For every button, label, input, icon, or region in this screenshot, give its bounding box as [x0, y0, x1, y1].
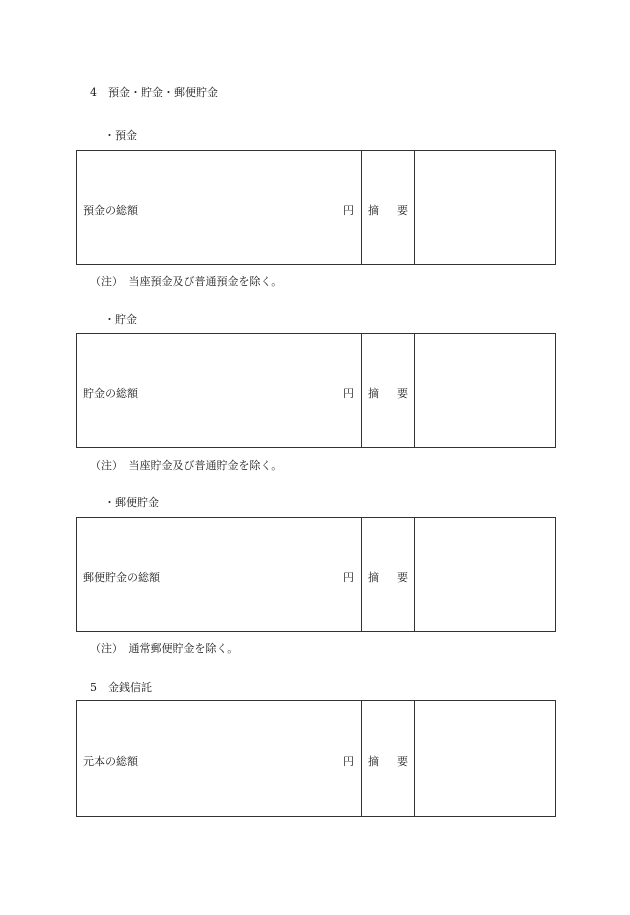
postal-total-cell[interactable]	[77, 518, 362, 631]
savings-summary-char-2: 要	[397, 387, 408, 400]
deposit-summary-label-cell	[362, 151, 415, 264]
deposit-summary-char-2: 要	[397, 204, 408, 217]
trust-unit: 円	[343, 755, 354, 768]
deposit-summary-cell[interactable]	[415, 151, 555, 264]
section-5-heading: 5 金銭信託	[90, 681, 152, 694]
savings-table	[76, 333, 556, 448]
postal-summary-char-2: 要	[397, 571, 408, 584]
postal-note: （注） 通常郵便貯金を除く。	[90, 642, 239, 655]
savings-total-label: 貯金の総額	[83, 387, 138, 400]
savings-summary-cell[interactable]	[415, 334, 555, 447]
postal-total-label: 郵便貯金の総額	[83, 571, 160, 584]
savings-note: （注） 当座貯金及び普通貯金を除く。	[90, 459, 283, 472]
postal-unit: 円	[343, 571, 354, 584]
deposit-total-label: 預金の総額	[83, 204, 138, 217]
postal-summary-label-cell	[362, 518, 415, 631]
trust-summary-cell[interactable]	[415, 701, 555, 816]
deposit-summary-char-1: 摘	[368, 204, 379, 217]
deposit-subheading: ・預金	[104, 129, 137, 142]
trust-total-label: 元本の総額	[83, 755, 138, 768]
savings-total-cell[interactable]	[77, 334, 362, 447]
deposit-unit: 円	[343, 204, 354, 217]
postal-subheading: ・郵便貯金	[104, 496, 159, 509]
savings-summary-char-1: 摘	[368, 387, 379, 400]
trust-summary-label-cell	[362, 701, 415, 816]
trust-table	[76, 700, 556, 817]
trust-summary-char-2: 要	[397, 755, 408, 768]
postal-summary-char-1: 摘	[368, 571, 379, 584]
postal-table	[76, 517, 556, 632]
section-4-heading: 4 預金・貯金・郵便貯金	[90, 86, 218, 99]
savings-summary-label-cell	[362, 334, 415, 447]
deposit-table	[76, 150, 556, 265]
trust-total-cell[interactable]	[77, 701, 362, 816]
deposit-total-cell[interactable]	[77, 151, 362, 264]
savings-subheading: ・貯金	[104, 313, 137, 326]
postal-summary-cell[interactable]	[415, 518, 555, 631]
savings-unit: 円	[343, 387, 354, 400]
trust-summary-char-1: 摘	[368, 755, 379, 768]
deposit-note: （注） 当座預金及び普通預金を除く。	[90, 275, 283, 288]
